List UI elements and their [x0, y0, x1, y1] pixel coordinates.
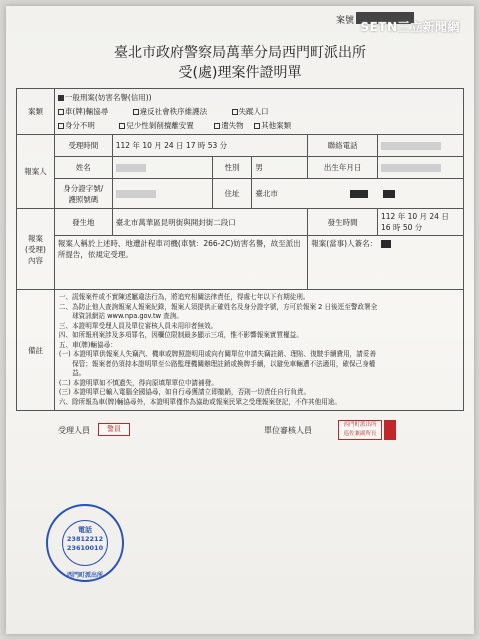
police-seal: 電話 23812212 23610010 西門町派出所 [46, 504, 124, 582]
reporter-section-label: 報案人 [17, 135, 55, 209]
content-row [17, 236, 464, 290]
receiver-label: 受理人員 [58, 426, 90, 435]
remarks-row [17, 290, 464, 411]
name-label: 姓名 [54, 157, 112, 179]
incident-section-label: 報案 (受理) 內容 [17, 209, 55, 290]
accept-time-label: 受理時間 [54, 135, 112, 157]
id-value [112, 179, 212, 209]
id-address-row [17, 179, 464, 209]
unit-reviewer-stamp: 西門町派出所 巡佐兼副所長 [338, 420, 382, 440]
remarks-content: 一、謊報案件或不實陳述屬違法行為，將追究相關法律責任，得處七年以下有期徒刑。 二、為防止他人查詢報案人報案紀錄，報案人須提供正確姓名及身分證字號，方可於報案 2 日後逕至警政署全 球資訊網站 www.npa.gov.tw 查詢。 三、本證明單受理人員及單位審核人員未用印者無效。 四、如所報刑案涉及多項罪名，因欄位限制最多顯示三項，惟不影響報案實質權益。 五、車(牌)輛協尋： (一) 本證明單供報案人失竊汽、機車或牌照證明用或向有關單位申請失竊註銷、理賠、復駛手續費用，請妥善 保管；報案者仍須持本證明單至公路監理機關辦理註銷或換牌手續，以避免車輛遭不法適用，確保己身權 益。 (二) 本證明單如不慎遺失，得向原填單單位申請補發。 (三) 本證明單已輸入電腦全國協尋，如自行尋獲請立即撤銷，否則一切責任自行負責。 六、除所報為車(牌)輛協尋外，本證明單僅作為協助或報案民眾之受理報案登記，不作其他用途。 [54, 290, 463, 411]
remarks-label: 備註 [17, 290, 55, 411]
address-redaction [350, 190, 368, 198]
page-title: 臺北市政府警察局萬華分局西門町派出所 [114, 45, 366, 61]
phone-redaction [381, 142, 441, 150]
birth-value [378, 157, 464, 179]
case-type-label: 案類 [17, 89, 55, 135]
incident-content: 報案人稱於上述時、地遭計程車司機(車號：266-2C)妨害名譽，故至派出所提告，依規定受理。 [54, 236, 307, 290]
location-row [17, 209, 464, 236]
unit-reviewer-label: 單位審核人員 [264, 426, 312, 435]
birth-label: 出生年月日 [308, 157, 378, 179]
gender-value: 男 [252, 157, 308, 179]
watermark: SETN三立新聞網 [360, 20, 460, 34]
case-no-label: 案號 [335, 16, 354, 26]
checkbox-general-criminal: 一般刑案(妨害名譽(信用)) [58, 92, 152, 103]
checkbox-unknown-identity: 身分不明 [58, 120, 95, 131]
name-row [17, 157, 464, 179]
receiver-stamp: 警員 [98, 423, 130, 436]
incident-time-label: 發生時間 [308, 209, 378, 236]
case-type-options [54, 89, 463, 135]
name-value [112, 157, 212, 179]
case-type-row [17, 89, 464, 135]
address-redaction [383, 190, 395, 198]
address-label: 住址 [212, 179, 252, 209]
name-redaction [116, 164, 146, 172]
incident-time-value: 112 年 10 月 24 日 16 時 50 分 [378, 209, 464, 236]
gender-label: 性別 [212, 157, 252, 179]
address-value: 臺北市 [252, 179, 464, 209]
certificate-form [16, 88, 464, 411]
checkbox-icon [254, 123, 260, 129]
page-subtitle: 受(處)理案件證明單 [178, 65, 302, 81]
checkbox-missing-person: 失蹤人口 [232, 106, 269, 117]
checkbox-other: 其他案類 [254, 120, 291, 131]
checkbox-icon [58, 109, 64, 115]
checkbox-icon [119, 123, 125, 129]
checkbox-icon [58, 95, 64, 101]
signature-redaction [381, 240, 391, 248]
checkbox-icon [214, 123, 220, 129]
checkbox-lost-property: 遺失物 [214, 120, 244, 131]
location-value: 臺北市萬華區昆明街與開封街二段口 [112, 209, 308, 236]
accept-time-value: 112 年 10 月 24 日 17 時 53 分 [112, 135, 308, 157]
phone-value [378, 135, 464, 157]
unit-stamp-redaction [384, 420, 396, 440]
checkbox-icon [58, 123, 64, 129]
id-redaction [116, 190, 156, 198]
phone-label: 聯絡電話 [308, 135, 378, 157]
id-label: 身分證字號/ 護照號碼 [54, 179, 112, 209]
checkbox-icon [133, 109, 139, 115]
birth-redaction [381, 164, 441, 172]
checkbox-child-protection: 兒少性剝削擅離安置 [119, 120, 194, 131]
checkbox-vehicle-search: 車(牌)輛協尋 [58, 106, 108, 117]
accept-time-row [17, 135, 464, 157]
certificate-paper [6, 6, 474, 634]
checkbox-social-order: 違反社會秩序維護法 [133, 106, 208, 117]
location-label: 發生地 [54, 209, 112, 236]
signature-field: 報案(當事)人簽名： [308, 236, 464, 290]
checkbox-icon [232, 109, 238, 115]
